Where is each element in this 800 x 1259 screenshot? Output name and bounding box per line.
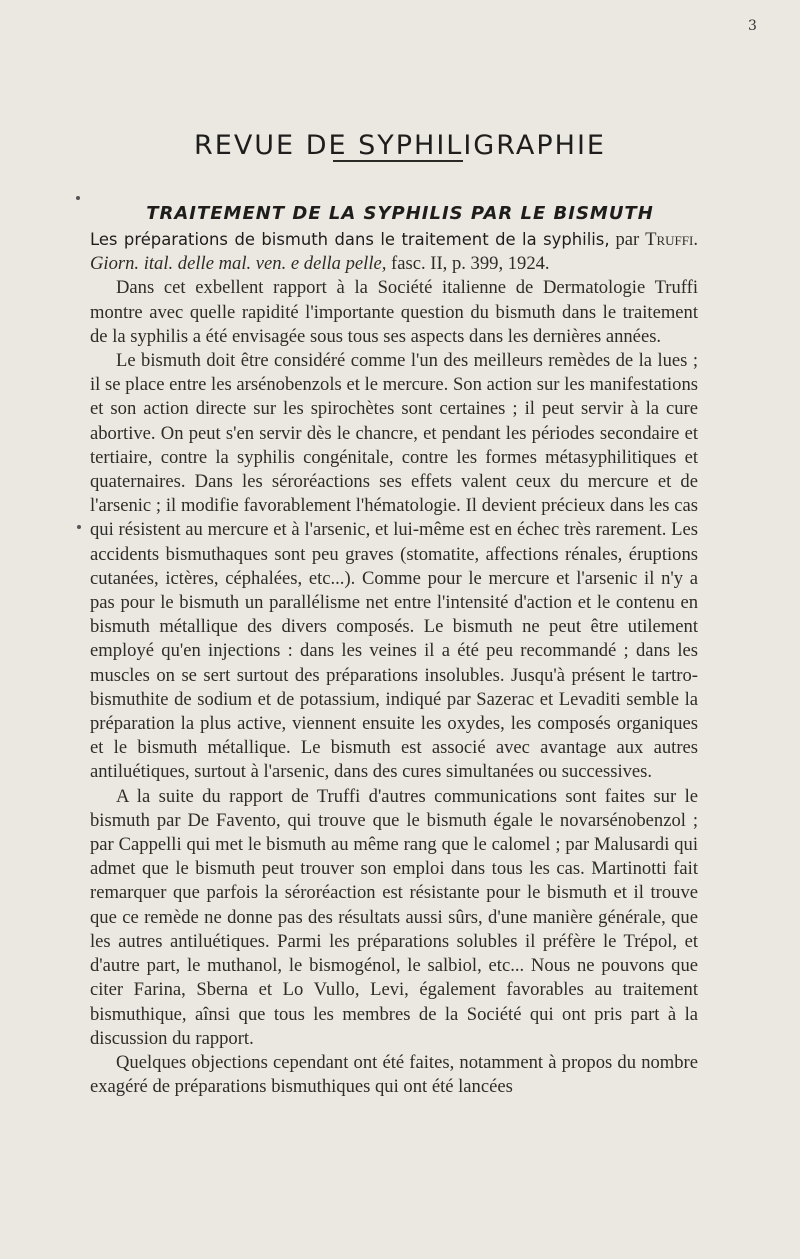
reference-separator: .: [693, 229, 698, 250]
journal-section-title: REVUE DE SYPHILIGRAPHIE: [194, 130, 606, 162]
paragraph: Quelques objections cependant ont été faites, notamment à propos du nombre exagéré de préparations bismuthiques qui ont été lancées: [90, 1051, 698, 1098]
article-author: Truffi: [645, 229, 694, 250]
page-number: 3: [748, 18, 757, 34]
paragraph: A la suite du rapport de Truffi d'autres communications sont faites sur le bismuth par De Favento, qui trouve que le bismuth égale le novarsénobenzol ; par Cappelli qui met le bismuth au même rang que le calomel ; par Malusardi qui admet que le bismuth peut trouver son emploi dans tous les cas. Martinotti fait remarquer que parfois la séroréaction est résistante pour le bismuth et il trouve que ce remède ne donne pas des résultats aussi sûrs, d'une manière générale, que les autres antiluétiques. Parmi les préparations solubles il préfère le Trépol, et d'autre part, le muthanol, le bismogénol, le salbiol, etc... Nous ne pouvons que citer Farina, Sberna et Lo Vullo, Levi, également favorables au traitement bismuthique, aînsi que tous les membres de la Société qui ont pris part à la discussion du rapport.: [90, 785, 698, 1049]
margin-dot: [76, 196, 80, 200]
article-title: Les préparations de bismuth dans le traitement de la syphilis,: [90, 230, 610, 249]
section-heading: TRAITEMENT DE LA SYPHILIS PAR LE BISMUTH: [146, 202, 654, 224]
article-reference: [90, 228, 698, 276]
journal-name: Giorn. ital. delle mal. ven. e della pelle,: [90, 253, 387, 275]
article-body: [90, 228, 698, 1099]
title-rule: [333, 160, 463, 162]
paragraph: Dans cet exbellent rapport à la Société italienne de Dermatologie Truffi montre avec quelle rapidité l'importante question du bismuth dans le traitement de la syphilis a été envisagée sous tous ses aspects dans les dernières années.: [90, 277, 698, 347]
margin-dot: [77, 525, 81, 529]
reference-citation: fasc. II, p. 399, 1924.: [386, 253, 550, 275]
reference-by: par: [609, 229, 646, 250]
paragraph: Le bismuth doit être considéré comme l'un des meilleurs remèdes de la lues ; il se place entre les arsénobenzols et le mercure. Son action sur les manifestations et son action directe sur les spirochètes sont certaines ; il peut servir à la cure abortive. On peut s'en servir dès le chancre, et pendant les périodes secondaire et tertiaire, contre la syphilis congénitale, contre les formes métasyphilitiques et quaternaires. Dans les séroréactions ses effets valent ceux du mercure et de l'arsenic ; il modifie favorablement l'hématologie. Il devient précieux dans les cas qui résistent au mercure et à l'arsenic, et lui-même est en échec très rarement. Les accidents bismuthaques sont peu graves (stomatite, affections rénales, éruptions cutanées, ictères, céphalées, etc...). Comme pour le mercure et l'arsenic il n'y a pas pour le bismuth un parallélisme net entre l'intensité d'action et le contenu en bismuth métallique des divers composés. Le bismuth ne peut être utilement employé qu'en injections : dans les veines il a été peu recommandé ; dans les muscles on se sert surtout des préparations insolubles. Jusqu'à présent le tartro-bismuthite de sodium et de potassium, indiqué par Sazerac et Levaditi semble la préparation la plus active, viennent ensuite les oxydes, les composés organiques et le bismuth métallique. Le bismuth est associé avec avantage aux autres antiluétiques, surtout à l'arsenic, dans des cures simultanées ou successives.: [90, 350, 698, 783]
